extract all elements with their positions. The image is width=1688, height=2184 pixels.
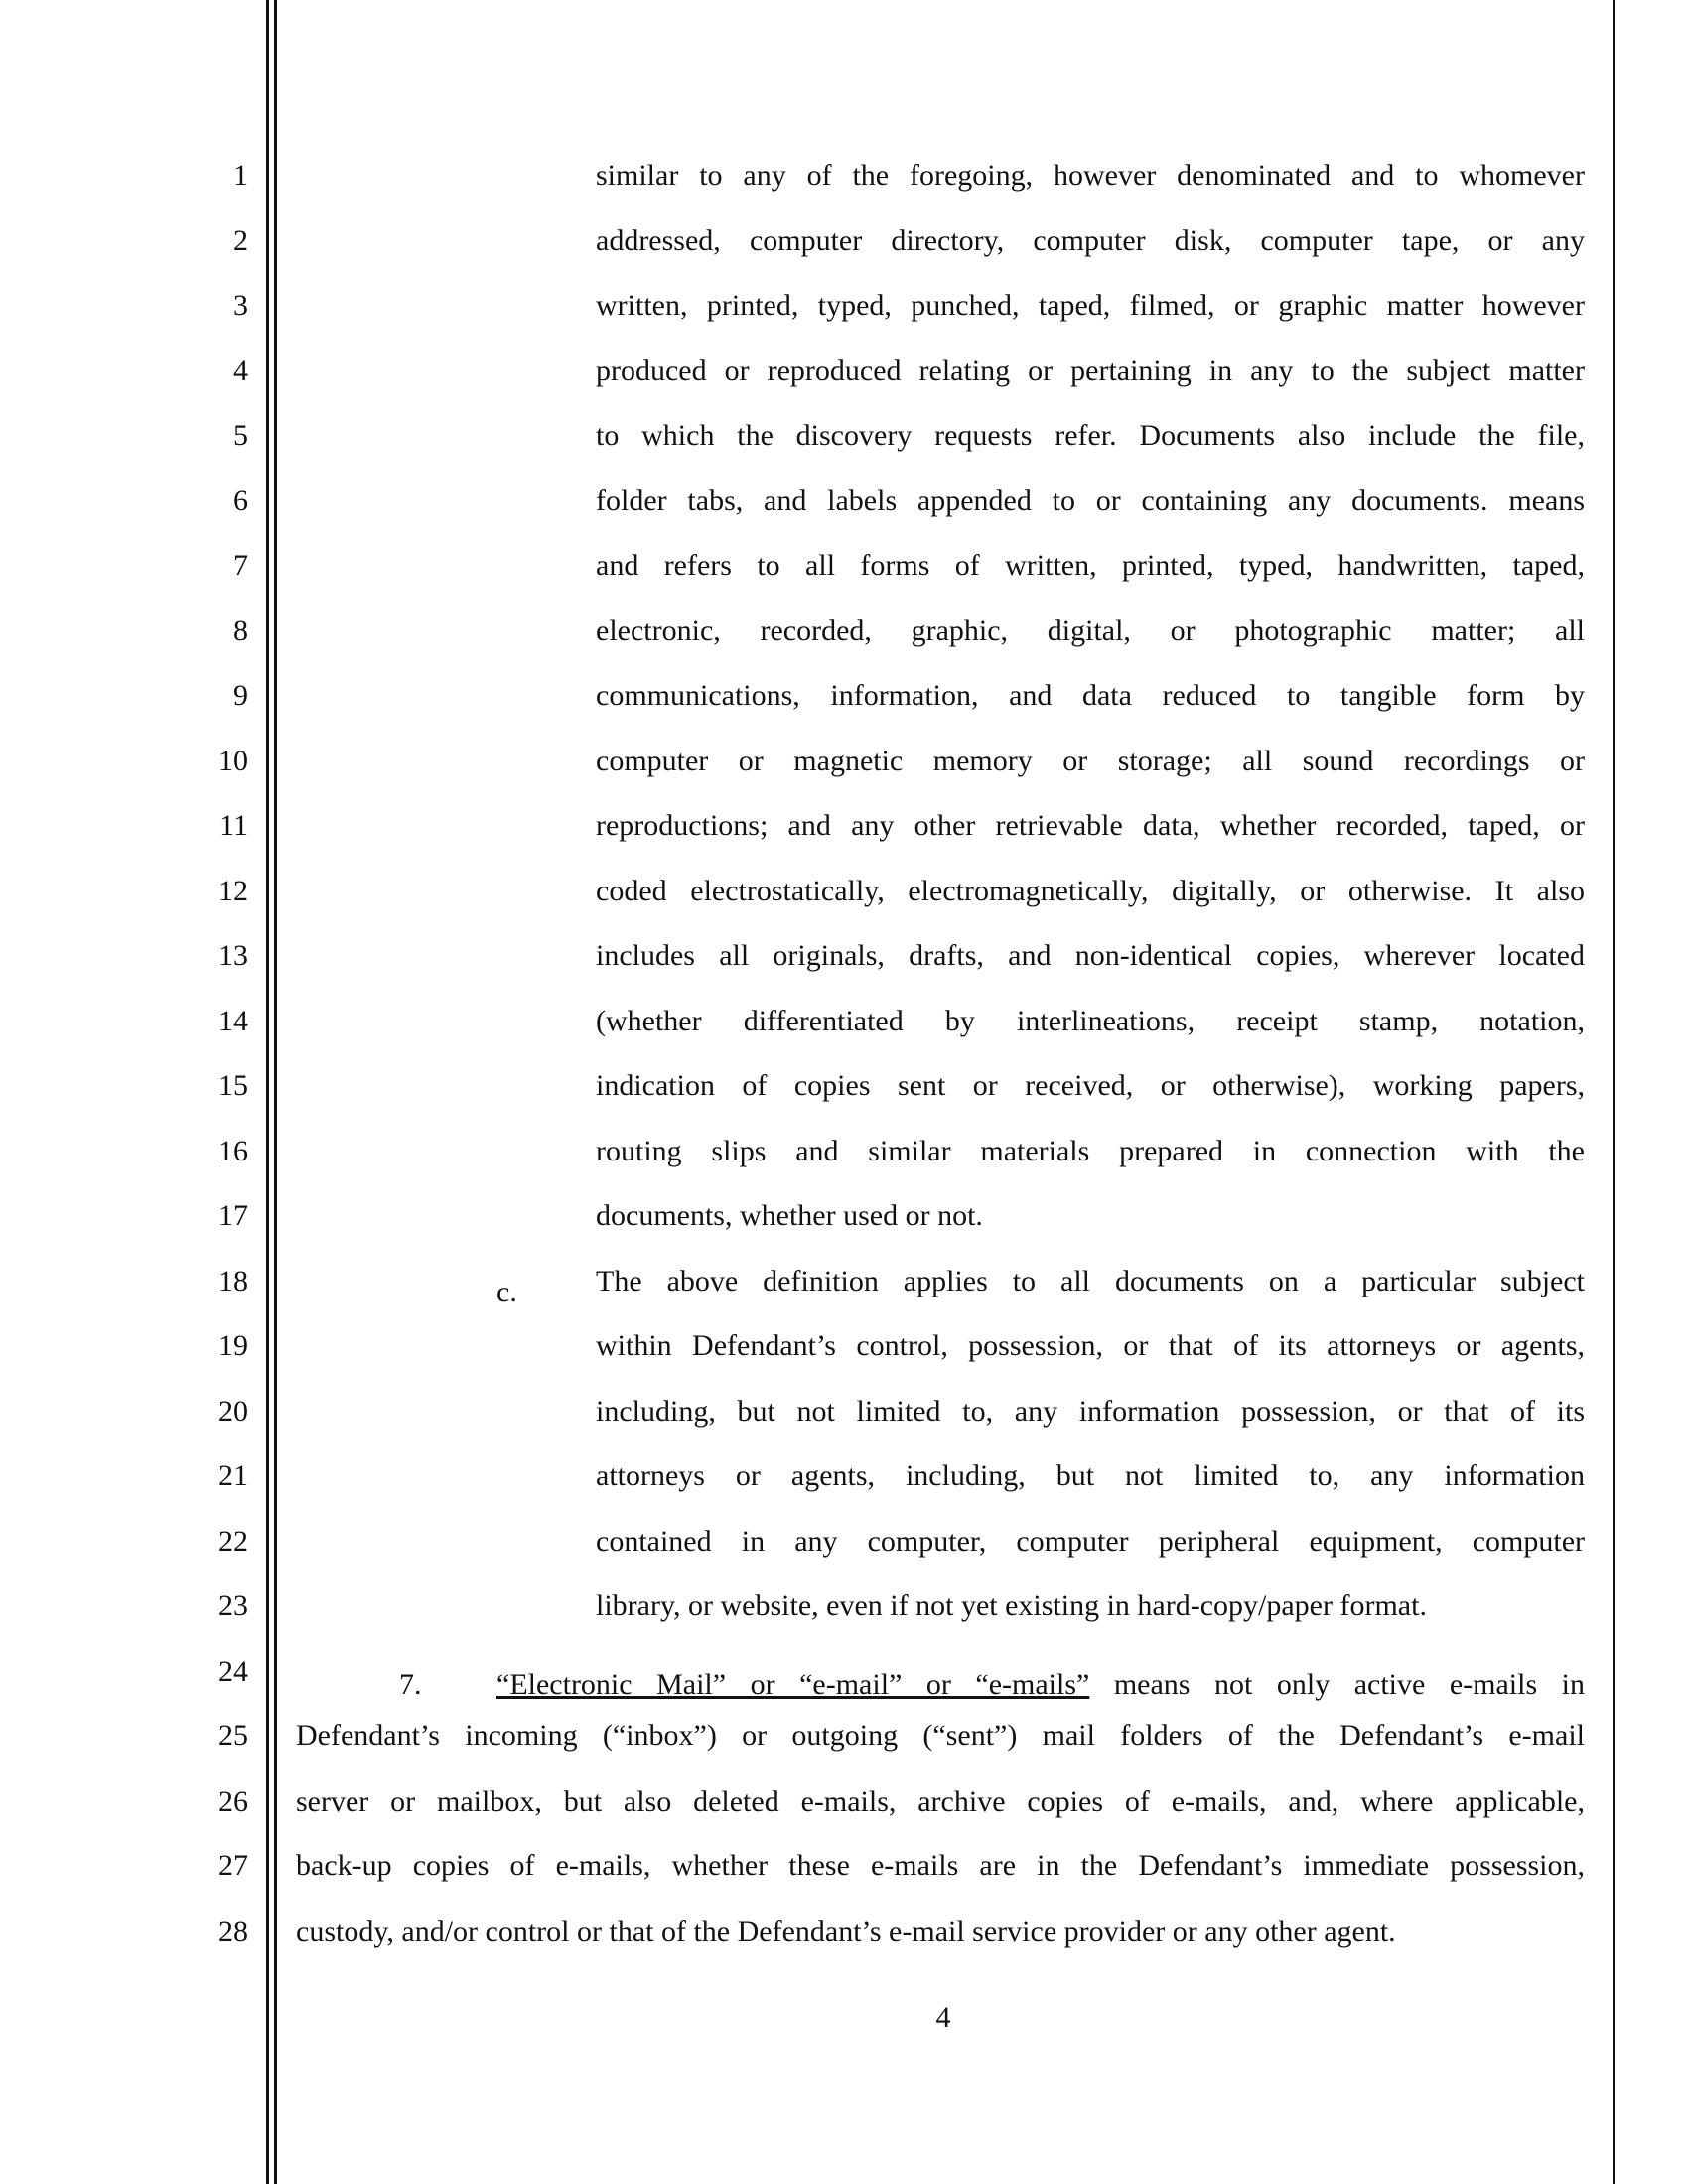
text-line: routing slips and similar materials prepared in connection with the <box>596 1135 1585 1167</box>
paragraph-7-first-line-rest: means not only active e-mails in <box>1089 1668 1586 1701</box>
text-line: The above definition applies to all documents on a particular subject <box>596 1265 1585 1297</box>
paragraph-7-first-line <box>496 1665 1585 1705</box>
right-margin-rule <box>1613 0 1615 2184</box>
line-number: 3 <box>233 289 248 322</box>
text-line: folder tabs, and labels appended to or containing any documents. means <box>596 484 1585 517</box>
line-number: 9 <box>233 679 248 712</box>
line-number: 27 <box>218 1849 248 1882</box>
text-line: computer or magnetic memory or storage; all sound recordings or <box>596 745 1585 777</box>
line-number: 5 <box>233 419 248 452</box>
line-number: 22 <box>218 1525 248 1558</box>
text-line: reproductions; and any other retrievable data, whether recorded, taped, or <box>596 809 1585 842</box>
line-number: 28 <box>218 1915 248 1948</box>
text-line: server or mailbox, but also deleted e-mails, archive copies of e-mails, and, where applicable, <box>296 1785 1585 1818</box>
text-line: similar to any of the foregoing, however denominated and to whomever <box>596 159 1585 192</box>
line-number: 24 <box>218 1655 248 1688</box>
text-line: includes all originals, drafts, and non-identical copies, wherever located <box>596 939 1585 972</box>
text-line: coded electrostatically, electromagnetically, digitally, or otherwise. It also <box>596 875 1585 907</box>
line-number: 25 <box>218 1719 248 1752</box>
page-number: 4 <box>935 2001 951 2034</box>
line-number: 18 <box>218 1265 248 1297</box>
line-number: 7 <box>233 549 248 582</box>
line-number: 10 <box>218 745 248 777</box>
text-line: including, but not limited to, any information possession, or that of its <box>596 1395 1585 1428</box>
text-line: contained in any computer, computer peripheral equipment, computer <box>596 1525 1585 1558</box>
line-number: 6 <box>233 484 248 517</box>
text-line: back-up copies of e-mails, whether these e-mails are in the Defendant’s immediate possession, <box>296 1849 1585 1882</box>
paragraph-7-number: 7. <box>399 1668 422 1701</box>
line-number: 15 <box>218 1069 248 1102</box>
left-margin-rule-outer <box>266 0 269 2184</box>
line-number: 21 <box>218 1459 248 1492</box>
text-line: indication of copies sent or received, or otherwise), working papers, <box>596 1069 1585 1102</box>
line-number: 11 <box>219 809 248 842</box>
text-line: produced or reproduced relating or pertaining in any to the subject matter <box>596 354 1585 387</box>
text-line: and refers to all forms of written, printed, typed, handwritten, taped, <box>596 549 1585 582</box>
line-number: 14 <box>218 1005 248 1037</box>
line-number: 20 <box>218 1395 248 1428</box>
line-number: 4 <box>233 354 248 387</box>
text-line: electronic, recorded, graphic, digital, or photographic matter; all <box>596 614 1585 647</box>
text-line: communications, information, and data reduced to tangible form by <box>596 679 1585 712</box>
text-line: documents, whether used or not. <box>596 1199 983 1232</box>
line-number: 19 <box>218 1329 248 1362</box>
paragraph-c-marker: c. <box>496 1276 517 1308</box>
text-line: (whether differentiated by interlineations, receipt stamp, notation, <box>596 1005 1585 1037</box>
line-number: 17 <box>218 1199 248 1232</box>
line-number: 16 <box>218 1135 248 1167</box>
text-line: within Defendant’s control, possession, or that of its attorneys or agents, <box>596 1329 1585 1362</box>
line-number: 2 <box>233 224 248 257</box>
text-line: addressed, computer directory, computer disk, computer tape, or any <box>596 224 1585 257</box>
text-line: library, or website, even if not yet existing in hard-copy/paper format. <box>596 1589 1427 1622</box>
left-margin-rule-inner <box>274 0 277 2184</box>
text-line: attorneys or agents, including, but not limited to, any information <box>596 1459 1585 1492</box>
text-line: to which the discovery requests refer. Documents also include the file, <box>596 419 1585 452</box>
defined-term-electronic-mail: “Electronic Mail” or “e-mail” or “e-mails” <box>496 1668 1090 1701</box>
line-number: 13 <box>218 939 248 972</box>
line-number: 26 <box>218 1785 248 1818</box>
line-number: 1 <box>233 159 248 192</box>
line-number: 12 <box>218 875 248 907</box>
text-line: Defendant’s incoming (“inbox”) or outgoing (“sent”) mail folders of the Defendant’s e-mail <box>296 1719 1585 1752</box>
text-line: written, printed, typed, punched, taped, filmed, or graphic matter however <box>596 289 1585 322</box>
line-number: 8 <box>233 614 248 647</box>
text-line: custody, and/or control or that of the Defendant’s e-mail service provider or any other agent. <box>296 1915 1396 1948</box>
line-number: 23 <box>218 1589 248 1622</box>
